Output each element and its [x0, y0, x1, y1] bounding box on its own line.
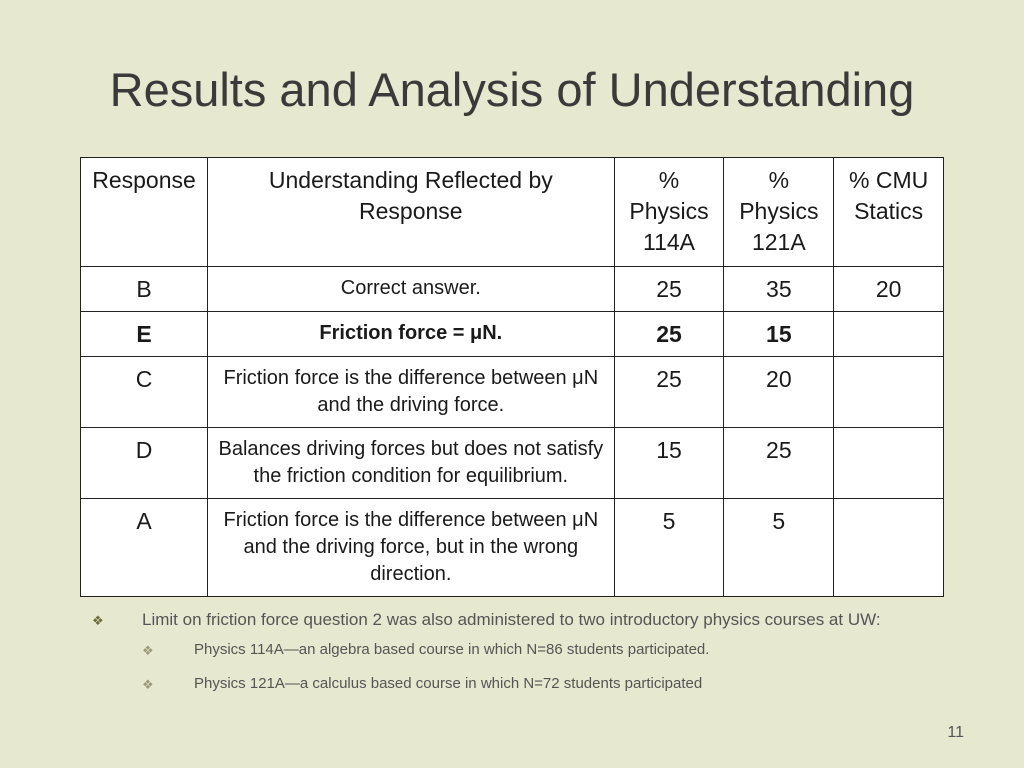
table-row: [81, 312, 944, 357]
cell-physics-114a: 15: [614, 428, 724, 499]
bullet-main: [92, 610, 932, 629]
cell-response: C: [81, 357, 208, 428]
header-response: Response: [81, 158, 208, 267]
cell-physics-114a: 25: [614, 267, 724, 312]
bullet-main-text: Limit on friction force question 2 was also administered to two introductory physics courses at UW:: [142, 610, 881, 629]
cell-cmu-statics: 20: [834, 267, 944, 312]
bullet-list: [92, 610, 932, 693]
header-physics-114a: % Physics 114A: [614, 158, 724, 267]
bullet-sub: [92, 641, 932, 659]
cell-understanding: Friction force is the difference between μN and the driving force.: [208, 357, 615, 428]
cell-physics-121a: 15: [724, 312, 834, 357]
table-header-row: [81, 158, 944, 267]
bullet-sub: [92, 675, 932, 693]
bullet-sub-text: Physics 121A—a calculus based course in which N=72 students participated: [194, 675, 703, 692]
cell-physics-121a: 35: [724, 267, 834, 312]
header-physics-121a: % Physics 121A: [724, 158, 834, 267]
slide-title: Results and Analysis of Understanding: [109, 63, 915, 116]
diamond-bullet-icon: ❖: [142, 677, 154, 692]
cell-cmu-statics: [834, 312, 944, 357]
cell-physics-114a: 5: [614, 499, 724, 597]
cell-cmu-statics: [834, 428, 944, 499]
results-table: [80, 157, 944, 597]
header-cmu-statics: % CMU Statics: [834, 158, 944, 267]
cell-response: E: [81, 312, 208, 357]
bullet-sub-text: Physics 114A—an algebra based course in which N=86 students participated.: [194, 641, 710, 658]
diamond-bullet-icon: ❖: [142, 643, 154, 658]
table-row: [81, 267, 944, 312]
cell-response: B: [81, 267, 208, 312]
cell-understanding: Friction force = μN.: [208, 312, 615, 357]
cell-physics-114a: 25: [614, 357, 724, 428]
table-row: [81, 428, 944, 499]
cell-response: A: [81, 499, 208, 597]
cell-physics-114a: 25: [614, 312, 724, 357]
cell-physics-121a: 20: [724, 357, 834, 428]
cell-understanding: Balances driving forces but does not satisfy the friction condition for equilibrium.: [208, 428, 615, 499]
cell-response: D: [81, 428, 208, 499]
cell-understanding: Correct answer.: [208, 267, 615, 312]
table-row: [81, 499, 944, 597]
cell-cmu-statics: [834, 357, 944, 428]
cell-understanding: Friction force is the difference between μN and the driving force, but in the wrong direction.: [208, 499, 615, 597]
page-number: 11: [947, 724, 964, 741]
header-understanding: Understanding Reflected by Response: [208, 158, 615, 267]
cell-cmu-statics: [834, 499, 944, 597]
cell-physics-121a: 25: [724, 428, 834, 499]
cell-physics-121a: 5: [724, 499, 834, 597]
table-row: [81, 357, 944, 428]
diamond-bullet-icon: ❖: [92, 613, 104, 628]
